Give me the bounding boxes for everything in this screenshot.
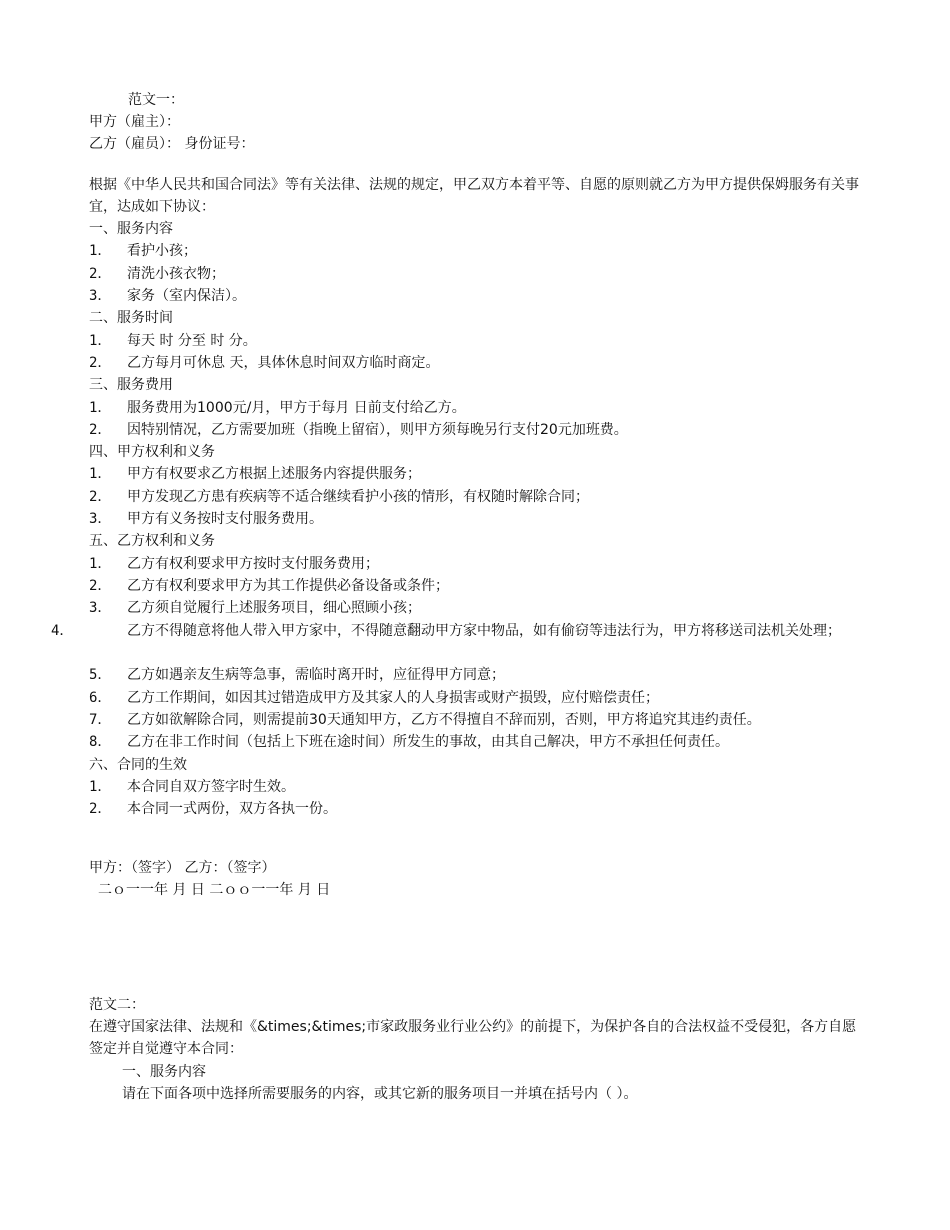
item-text: 乙方每月可休息 天，具体休息时间双方临时商定。 [127, 355, 440, 371]
item-text: 本合同一式两份，双方各执一份。 [127, 801, 337, 817]
list-item [89, 731, 729, 753]
item-text: 因特别情况，乙方需要加班（指晚上留宿），则甲方须每晚另行支付20元加班费。 [127, 422, 628, 438]
section-heading: 一、服务内容 [89, 221, 173, 237]
item-number: 2． [89, 801, 112, 817]
item-number: 3． [89, 511, 112, 527]
doc1-preamble: 根据《中华人民共和国合同法》等有关法律、法规的规定，甲乙双方本着平等、自愿的原则就乙方为甲方提供保姆服务有关事宜，达成如下协议： [89, 177, 859, 215]
section-heading: 三、服务费用 [89, 377, 173, 393]
item-text: 乙方如遇亲友生病等急事，需临时离开时，应征得甲方同意； [127, 667, 505, 683]
list-item [89, 508, 323, 530]
item-text: 乙方有权利要求甲方为其工作提供必备设备或条件； [127, 578, 449, 594]
list-item [89, 798, 337, 820]
item-text: 本合同自双方签字时生效。 [127, 779, 295, 795]
list-item [89, 486, 589, 508]
item-text: 甲方发现乙方患有疾病等不适合继续看护小孩的情形，有权随时解除合同； [127, 489, 589, 505]
item-number: 7． [89, 712, 112, 728]
item-number: 6． [89, 690, 112, 706]
list-item [51, 620, 902, 642]
item-number: 2． [89, 578, 112, 594]
party-a-line: 甲方（雇主）： [89, 114, 180, 130]
item-text: 甲方有权要求乙方根据上述服务内容提供服务； [127, 466, 421, 482]
date-line: 二ｏ一一年 月 日 二ｏｏ一一年 月 日 [98, 882, 331, 898]
list-item [89, 709, 761, 731]
item-number: 1． [89, 556, 112, 572]
item-text: 乙方须自觉履行上述服务项目，细心照顾小孩； [127, 600, 421, 616]
item-number: 5． [89, 667, 112, 683]
section-heading: 四、甲方权利和义务 [89, 444, 215, 460]
list-item [89, 776, 295, 798]
list-item [89, 463, 421, 485]
section-heading: 六、合同的生效 [89, 757, 187, 773]
item-text: 看护小孩； [127, 243, 197, 259]
list-item [89, 687, 659, 709]
doc2-title: 范文二： [89, 997, 145, 1013]
list-item [89, 419, 628, 441]
item-number: 1． [89, 466, 112, 482]
doc2-instruction: 请在下面各项中选择所需要服务的内容，或其它新的服务项目一并填在括号内（ ）。 [122, 1086, 638, 1102]
list-item [89, 397, 466, 419]
section-heading: 二、服务时间 [89, 310, 173, 326]
list-item [89, 330, 257, 352]
item-number: 2． [89, 422, 112, 438]
list-item [89, 240, 197, 262]
party-b-line: 乙方（雇员）： 身份证号： [89, 136, 255, 152]
signature-line: 甲方：（签字） 乙方：（签字） [89, 860, 276, 876]
item-number: 3． [89, 600, 112, 616]
section-heading: 五、乙方权利和义务 [89, 533, 215, 549]
item-text: 每天 时 分至 时 分。 [127, 333, 257, 349]
list-item [89, 263, 225, 285]
item-number: 4． [51, 623, 74, 639]
item-text: 甲方有义务按时支付服务费用。 [127, 511, 323, 527]
list-item [89, 553, 379, 575]
item-number: 1． [89, 333, 112, 349]
doc2-preamble: 在遵守国家法律、法规和《&times;&times;市家政服务业行业公约》的前提下，为保护各自的合法权益不受侵犯，各方自愿签定并自觉遵守本合同： [89, 1019, 857, 1057]
doc1-title: 范文一： [128, 92, 184, 108]
list-item [89, 352, 439, 374]
item-number: 2． [89, 266, 112, 282]
item-number: 3． [89, 288, 112, 304]
item-text: 乙方如欲解除合同，则需提前30天通知甲方，乙方不得擅自不辞而别，否则，甲方将追究其违约责任。 [127, 712, 761, 728]
item-number: 1． [89, 400, 112, 416]
list-item [89, 664, 505, 686]
list-item [89, 597, 421, 619]
item-text: 家务（室内保洁）。 [127, 288, 246, 304]
item-text: 服务费用为1000元/月，甲方于每月 日前支付给乙方。 [127, 400, 466, 416]
item-number: 1． [89, 779, 112, 795]
doc2-section-heading: 一、服务内容 [122, 1064, 206, 1080]
item-number: 2． [89, 489, 112, 505]
item-text: 清洗小孩衣物； [127, 266, 225, 282]
item-text: 乙方不得随意将他人带入甲方家中，不得随意翻动甲方家中物品，如有偷窃等违法行为，甲方将移送司法机关处理； [127, 623, 841, 639]
item-number: 2． [89, 355, 112, 371]
item-number: 8． [89, 734, 112, 750]
list-item [89, 285, 246, 307]
list-item [89, 575, 449, 597]
item-text: 乙方有权利要求甲方按时支付服务费用； [127, 556, 379, 572]
item-number: 1． [89, 243, 112, 259]
item-text: 乙方在非工作时间（包括上下班在途时间）所发生的事故，由其自己解决，甲方不承担任何责任。 [127, 734, 729, 750]
item-text: 乙方工作期间，如因其过错造成甲方及其家人的人身损害或财产损毁，应付赔偿责任； [127, 690, 659, 706]
